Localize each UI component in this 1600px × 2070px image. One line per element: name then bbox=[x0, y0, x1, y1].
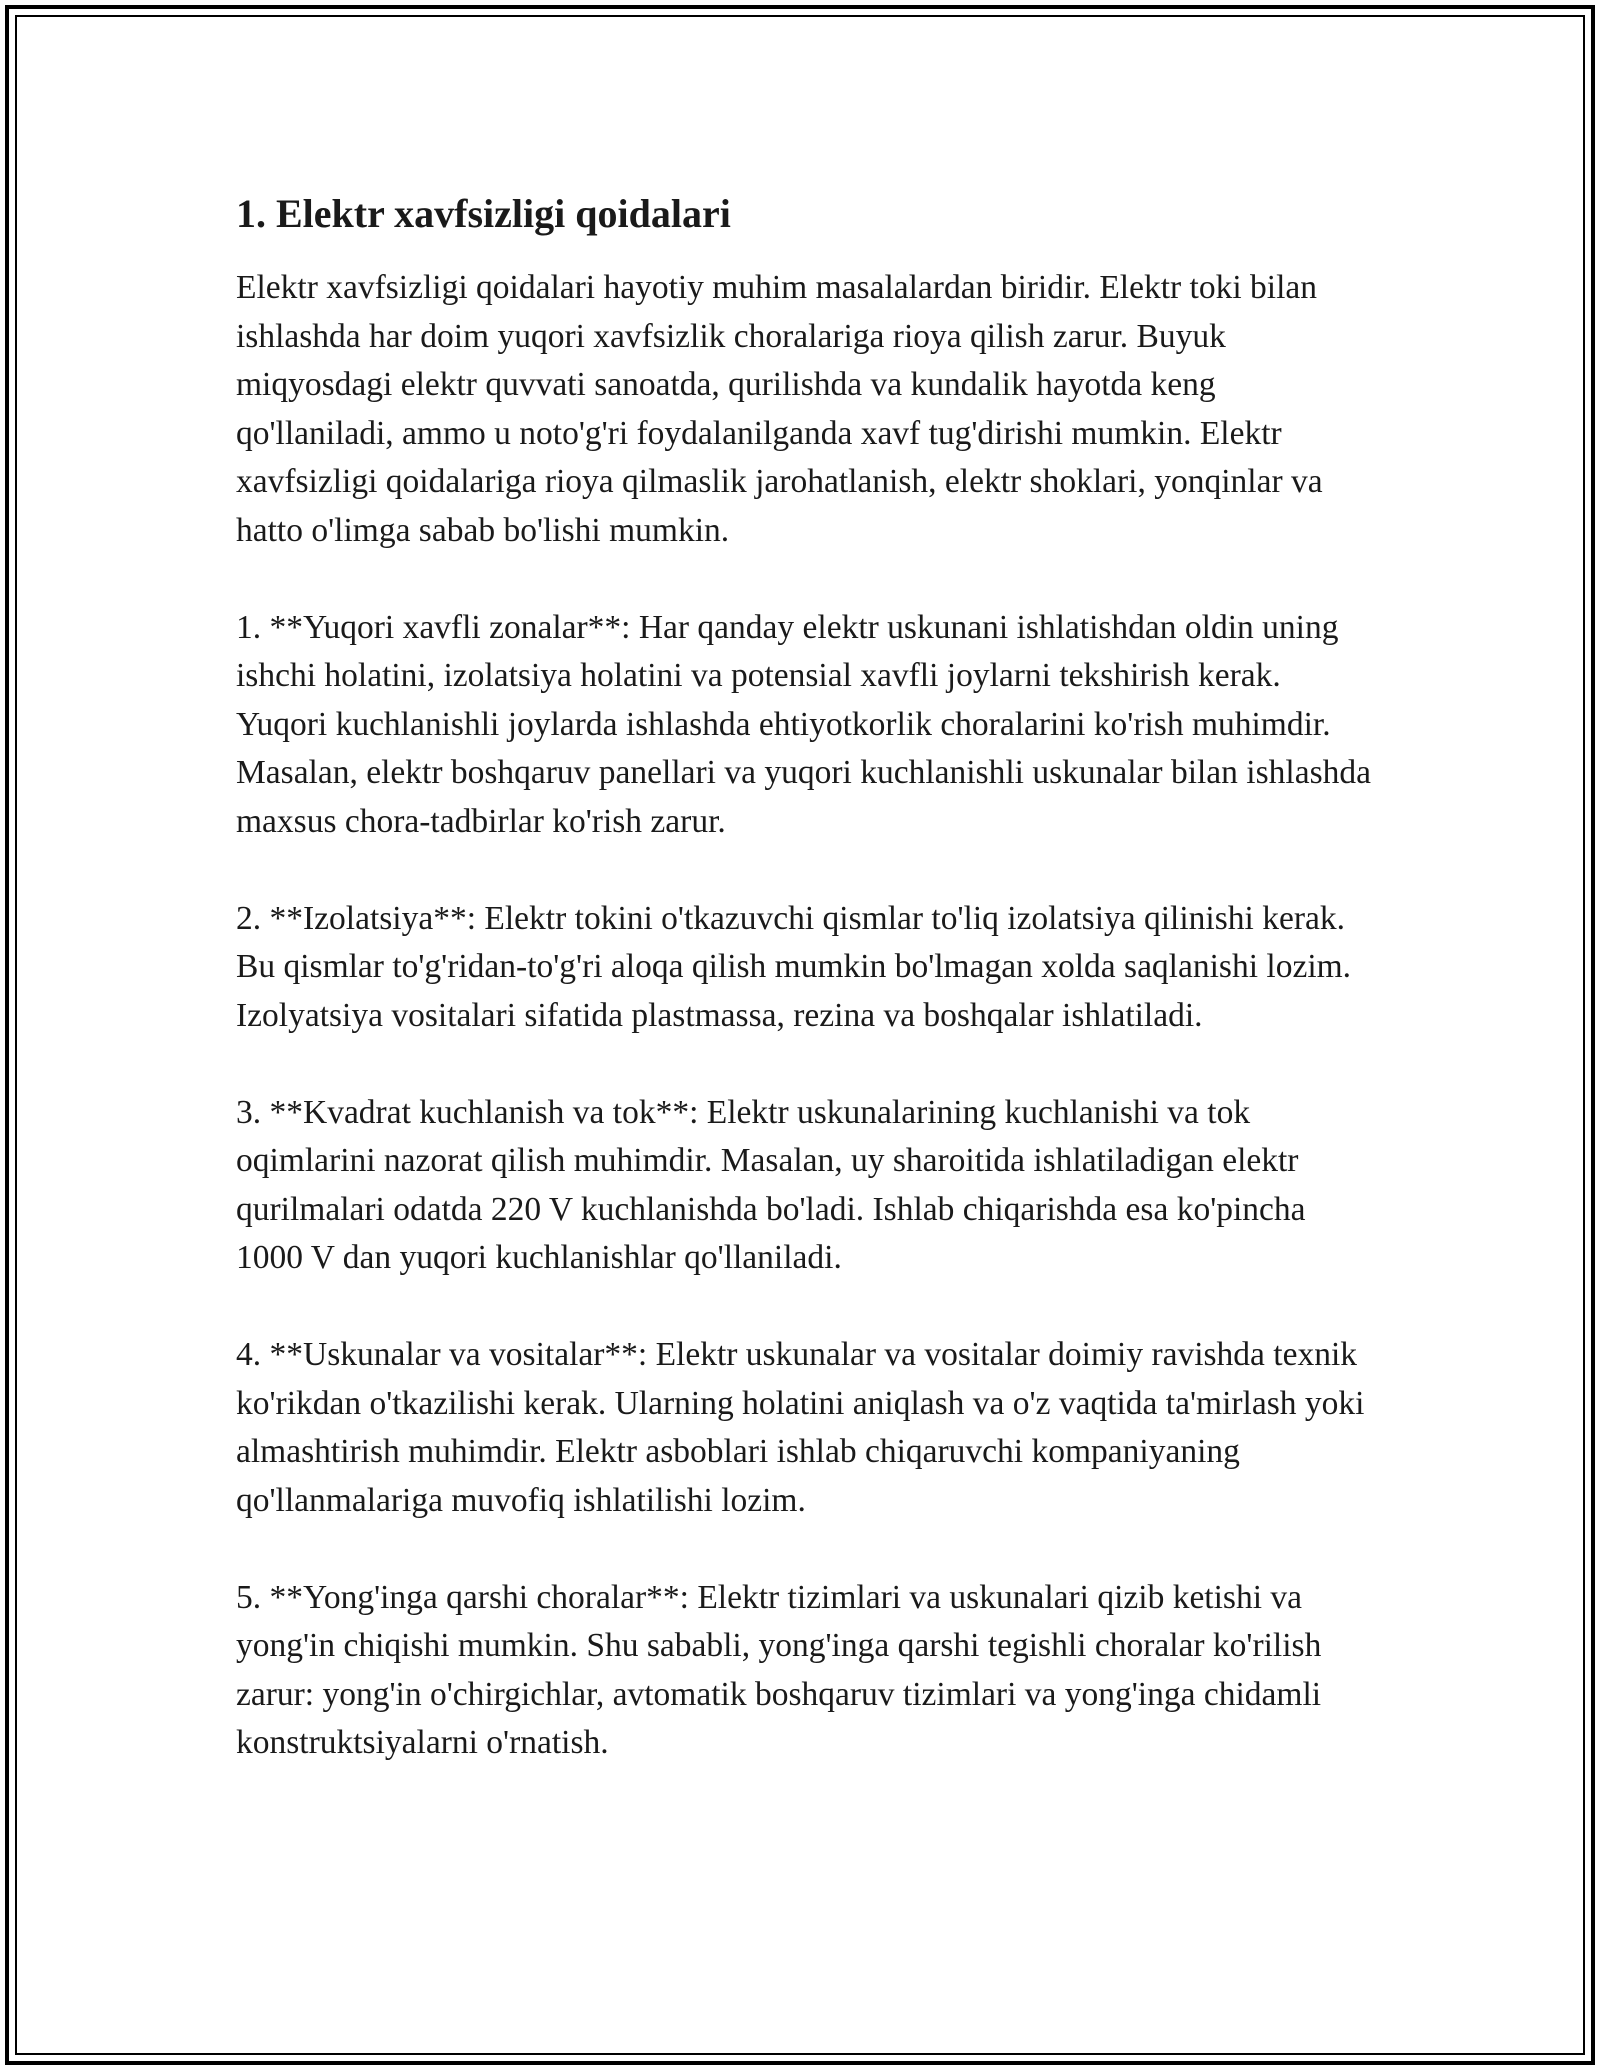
rule-4-paragraph: 4. **Uskunalar va vositalar**: Elektr uskunalar va vositalar doimiy ravishda texnik ko'rikdan o'tkazilishi kerak. Ularning holatini aniqlash va o'z vaqtida ta'mirlash yoki almashtirish muhimdir. Elektr asboblari ishlab chiqaruvchi kompaniyaning qo'llanmalariga muvofiq ishlatilishi lozim. bbox=[236, 1336, 1365, 1519]
rule-1-paragraph: 1. **Yuqori xavfli zonalar**: Har qanday elektr uskunani ishlatishdan oldin uning ishchi holatini, izolatsiya holatini va potensial xavfli joylarni tekshirish kerak. Yuqori kuchlanishli joylarda ishlashda ehtiyotkorlik choralarini ko'rish muhimdir. Masalan, elektr boshqaruv panellari va yuqori kuchlanishli uskunalar bilan ishlashda maxsus chora-tadbirlar ko'rish zarur. bbox=[236, 608, 1371, 840]
intro-paragraph: Elektr xavfsizligi qoidalari hayotiy muhim masalalardan biridir. Elektr toki bilan ishlashda har doim yuqori xavfsizlik choralariga rioya qilish zarur. Buyuk miqyosdagi elektr quvvati sanoatda, qurilishda va kundalik hayotda keng qo'llaniladi, ammo u noto'g'ri foydalanilganda xavf tug'dirishi mumkin. Elektr xavfsizligi qoidalariga rioya qilmaslik jarohatlanish, elektr shoklari, yonqinlar va hatto o'limga sabab bo'lishi mumkin. bbox=[236, 269, 1323, 549]
document-body bbox=[236, 186, 1372, 1816]
rule-2-paragraph: 2. **Izolatsiya**: Elektr tokini o'tkazuvchi qismlar to'liq izolatsiya qilinishi kerak. Bu qismlar to'g'ridan-to'g'ri aloqa qilish mumkin bo'lmagan xolda saqlanishi lozim. Izolyatsiya vositalari sifatida plastmassa, rezina va boshqalar ishlatiladi. bbox=[236, 899, 1352, 1034]
rule-3-paragraph: 3. **Kvadrat kuchlanish va tok**: Elektr uskunalarining kuchlanishi va tok oqimlarini nazorat qilish muhimdir. Masalan, uy sharoitida ishlatiladigan elektr qurilmalari odatda 220 V kuchlanishda bo'ladi. Ishlab chiqarishda esa ko'pincha 1000 V dan yuqori kuchlanishlar qo'llaniladi. bbox=[236, 1093, 1306, 1276]
document-title: 1. Elektr xavfsizligi qoidalari bbox=[236, 191, 731, 236]
rule-5-paragraph: 5. **Yong'inga qarshi choralar**: Elektr tizimlari va uskunalari qizib ketishi va yong'in chiqishi mumkin. Shu sababli, yong'inga qarshi tegishli choralar ko'rilish zarur: yong'in o'chirgichlar, avtomatik boshqaruv tizimlari va yong'inga chidamli konstruktsiyalarni o'rnatish. bbox=[236, 1578, 1322, 1761]
